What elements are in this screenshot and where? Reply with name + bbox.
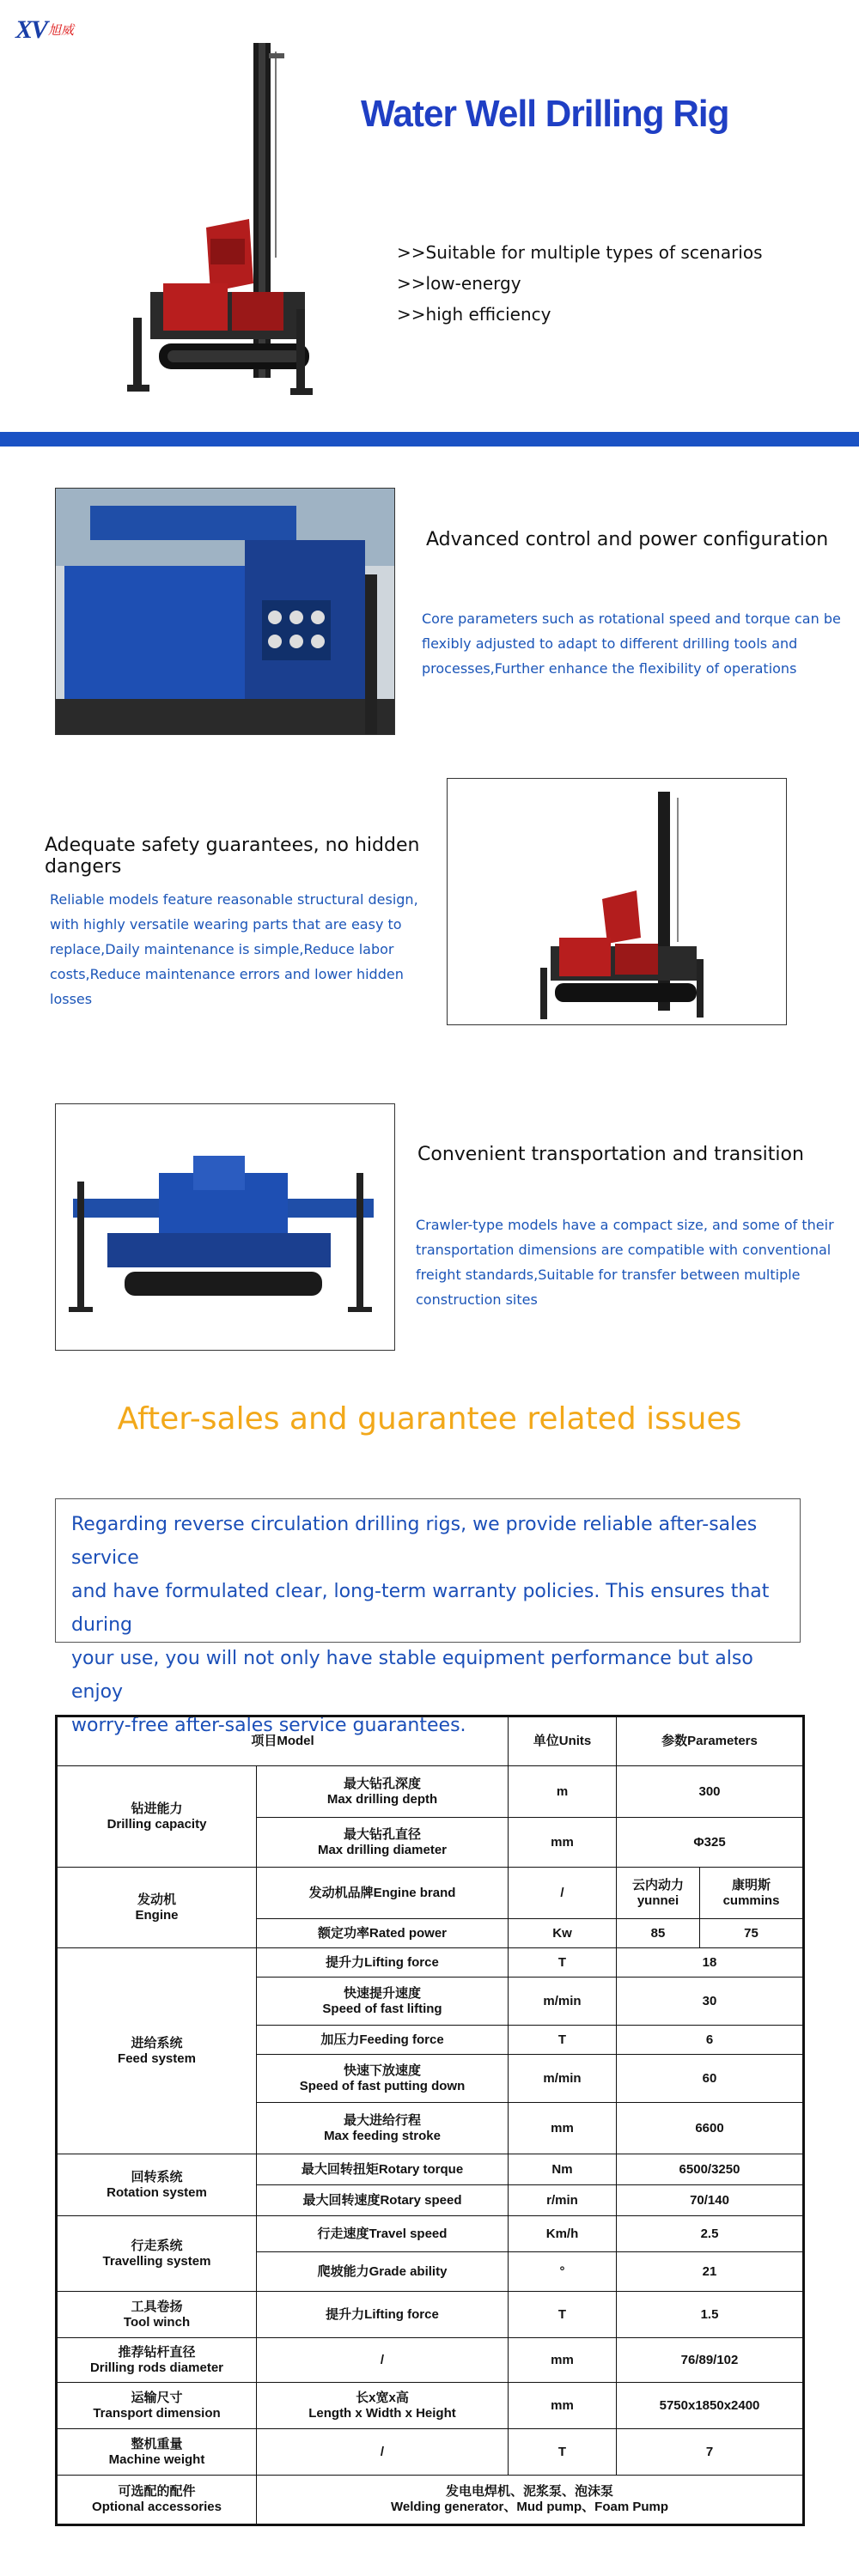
spec-unit: m/min [509, 2055, 617, 2103]
after-sales-line: Regarding reverse circulation drilling rigs, we provide reliable after-sales service [71, 1514, 758, 1569]
control-panel-photo [55, 488, 395, 735]
system-en: Rotation system [107, 2184, 207, 2200]
spec-value: 75 [700, 1919, 804, 1948]
feature-body-control [422, 606, 851, 681]
feature-title-transport: Convenient transportation and transition [417, 1144, 804, 1165]
spec-value: 76/89/102 [617, 2338, 804, 2383]
spec-value: 6 [617, 2026, 804, 2055]
system-en: Drilling capacity [107, 1816, 207, 1832]
spec-value: 21 [617, 2252, 804, 2292]
spec-value: 30 [617, 1978, 804, 2026]
spec-label: 额定功率Rated power [257, 1919, 509, 1948]
system-engine [57, 1868, 257, 1948]
feature-title-control: Advanced control and power configuration [426, 529, 829, 550]
specs-header-row [57, 1716, 804, 1766]
engine-brand-en: cummins [722, 1893, 780, 1908]
engine-brand-cn: 康明斯 [732, 1877, 771, 1893]
spec-unit: mm [509, 2383, 617, 2429]
spec-unit: T [509, 2429, 617, 2476]
spec-unit: T [509, 1948, 617, 1978]
spec-value: 300 [617, 1766, 804, 1818]
system-cn: 钻进能力 [131, 1801, 183, 1816]
spec-unit: / [509, 1868, 617, 1919]
spec-row [57, 2216, 804, 2252]
hero-bullet-list [397, 237, 826, 330]
after-sales-box [55, 1498, 801, 1736]
header-parameters: 参数Parameters [617, 1716, 804, 1766]
spec-label-en: Max drilling diameter [317, 1842, 448, 1857]
spec-value: 85 [617, 1919, 700, 1948]
spec-label [257, 1978, 509, 2026]
optional-cn: 发电电焊机、泥浆泵、泡沫泵 [446, 2484, 614, 2499]
spec-unit: Kw [509, 1919, 617, 1948]
after-sales-title: After-sales and guarantee related issues [117, 1401, 742, 1437]
feature-title-safety: Adequate safety guarantees, no hidden dangers [45, 835, 420, 878]
system-cn: 可选配的配件 [118, 2484, 196, 2499]
system-en: Machine weight [108, 2451, 205, 2467]
spec-label-cn: 最大钻孔直径 [343, 1826, 421, 1842]
spec-value: 1.5 [617, 2292, 804, 2338]
spec-row [57, 2338, 804, 2383]
hero-title: Water Well Drilling Rig [361, 93, 729, 135]
spec-label-en: Speed of fast putting down [299, 2078, 466, 2093]
spec-label-cn: 快速下放速度 [343, 2063, 421, 2078]
spec-label: 加压力Feeding force [257, 2026, 509, 2055]
spec-label: 提升力Lifting force [257, 1948, 509, 1978]
optional-en: Welding generator、Mud pump、Foam Pump [390, 2500, 669, 2514]
after-sales-line: and have formulated clear, long-term warranty policies. This ensures that during [71, 1581, 770, 1636]
feature-body-line: flexibly adjusted to adapt to different drilling tools and [422, 635, 798, 652]
spec-label-en: Max feeding stroke [324, 2128, 441, 2143]
spec-label [257, 1766, 509, 1818]
spec-label-cn: 长x宽x高 [356, 2390, 409, 2405]
spec-label: 提升力Lifting force [257, 2292, 509, 2338]
spec-row [57, 1948, 804, 1978]
spec-value: 6500/3250 [617, 2154, 804, 2185]
feature-body-line: with highly versatile wearing parts that are easy to [50, 916, 402, 933]
spec-label: / [257, 2338, 509, 2383]
feature-body-line: freight standards,Suitable for transfer between multiple [416, 1267, 801, 1283]
spec-unit: m/min [509, 1978, 617, 2026]
feature-body-line: Reliable models feature reasonable structural design, [50, 891, 418, 908]
spec-label [257, 2055, 509, 2103]
system-winch [57, 2292, 257, 2338]
spec-row [57, 2154, 804, 2185]
spec-label-cn: 最大钻孔深度 [343, 1776, 421, 1791]
system-en: Feed system [118, 2050, 196, 2066]
spec-label [257, 2383, 509, 2429]
feature-body-line: Core parameters such as rotational speed and torque can be [422, 611, 841, 627]
spec-label: / [257, 2429, 509, 2476]
spec-label: 最大回转速度Rotary speed [257, 2185, 509, 2216]
hero-bullet: >>high efficiency [397, 304, 551, 325]
rig-photo-safety [447, 778, 787, 1025]
system-drilling [57, 1766, 257, 1868]
system-transport [57, 2383, 257, 2429]
spec-label [257, 1818, 509, 1868]
spec-row [57, 2476, 804, 2525]
spec-value: 2.5 [617, 2216, 804, 2252]
spec-unit: T [509, 2292, 617, 2338]
system-en: Tool winch [123, 2314, 191, 2330]
spec-label-en: Max drilling depth [326, 1791, 438, 1807]
spec-label-cn: 最大进给行程 [343, 2112, 421, 2128]
system-rotation [57, 2154, 257, 2216]
specs-table [55, 1715, 805, 2526]
spec-unit: mm [509, 1818, 617, 1868]
spec-unit: Nm [509, 2154, 617, 2185]
spec-label: 最大回转扭矩Rotary torque [257, 2154, 509, 2185]
brand-logo [15, 15, 101, 50]
system-cn: 整机重量 [131, 2436, 183, 2451]
spec-row [57, 2292, 804, 2338]
system-cn: 推荐钻杆直径 [118, 2344, 196, 2360]
system-cn: 运输尺寸 [131, 2390, 183, 2405]
system-cn: 工具卷扬 [131, 2299, 183, 2314]
spec-value: 18 [617, 1948, 804, 1978]
after-sales-line: worry-free after-sales service guarantees. [71, 1715, 466, 1736]
system-travel [57, 2216, 257, 2292]
hero-bullet: >>Suitable for multiple types of scenarios [397, 242, 763, 263]
system-cn: 行走系统 [131, 2238, 183, 2253]
after-sales-line: your use, you will not only have stable equipment performance but also enjoy [71, 1648, 753, 1703]
spec-label: 行走速度Travel speed [257, 2216, 509, 2252]
spec-label-cn: 快速提升速度 [343, 1985, 421, 2001]
spec-label: 发动机品牌Engine brand [257, 1868, 509, 1919]
crawler-rig-photo [55, 1103, 395, 1351]
feature-body-transport [416, 1212, 845, 1312]
spec-label-en: Speed of fast lifting [322, 2001, 442, 2016]
header-model: 项目Model [57, 1716, 509, 1766]
system-en: Transport dimension [93, 2405, 221, 2421]
system-en: Drilling rods diameter [89, 2360, 224, 2375]
spec-unit: m [509, 1766, 617, 1818]
feature-body-line: processes,Further enhance the flexibility of operations [422, 660, 797, 677]
spec-row [57, 2429, 804, 2476]
engine-brand-cn: 云内动力 [631, 1877, 684, 1893]
spec-unit: r/min [509, 2185, 617, 2216]
spec-value: 60 [617, 2055, 804, 2103]
spec-label: 爬坡能力Grade ability [257, 2252, 509, 2292]
spec-unit: mm [509, 2103, 617, 2154]
system-weight [57, 2429, 257, 2476]
system-cn: 进给系统 [131, 2035, 183, 2050]
spec-value: 6600 [617, 2103, 804, 2154]
blue-divider-bar [0, 432, 859, 447]
system-feed [57, 1948, 257, 2154]
spec-value: 70/140 [617, 2185, 804, 2216]
system-en: Travelling system [102, 2253, 211, 2269]
spec-value [617, 1868, 700, 1919]
feature-body-line: construction sites [416, 1291, 538, 1308]
feature-body-line: replace,Daily maintenance is simple,Reduce labor [50, 941, 394, 957]
feature-body-line: Crawler-type models have a compact size, and some of their [416, 1217, 834, 1233]
spec-value [700, 1868, 804, 1919]
system-cn: 发动机 [137, 1892, 176, 1907]
logo-chinese: 旭威 [48, 22, 75, 38]
spec-unit: mm [509, 2338, 617, 2383]
system-cn: 回转系统 [131, 2169, 183, 2184]
spec-value: 7 [617, 2429, 804, 2476]
spec-row [57, 1868, 804, 1919]
feature-body-line: transportation dimensions are compatible with conventional [416, 1242, 832, 1258]
spec-value: 5750x1850x2400 [617, 2383, 804, 2429]
system-en: Optional accessories [92, 2500, 222, 2514]
hero-rig-image [125, 34, 352, 404]
spec-value [257, 2476, 804, 2525]
logo-letters: XV [15, 15, 47, 44]
system-rods [57, 2338, 257, 2383]
feature-body-line: costs,Reduce maintenance errors and lower hidden losses [50, 966, 404, 1007]
system-en: Engine [135, 1907, 179, 1923]
header-units: 单位Units [509, 1716, 617, 1766]
spec-row [57, 2383, 804, 2429]
spec-unit: ° [509, 2252, 617, 2292]
spec-label [257, 2103, 509, 2154]
system-optional [57, 2476, 257, 2525]
spec-row [57, 1766, 804, 1818]
engine-brand-en: yunnei [637, 1893, 679, 1908]
feature-body-safety [50, 887, 445, 1012]
spec-label-en: Length x Width x Height [308, 2405, 456, 2421]
hero-bullet: >>low-energy [397, 273, 521, 294]
spec-unit: T [509, 2026, 617, 2055]
spec-value: Φ325 [617, 1818, 804, 1868]
spec-unit: Km/h [509, 2216, 617, 2252]
